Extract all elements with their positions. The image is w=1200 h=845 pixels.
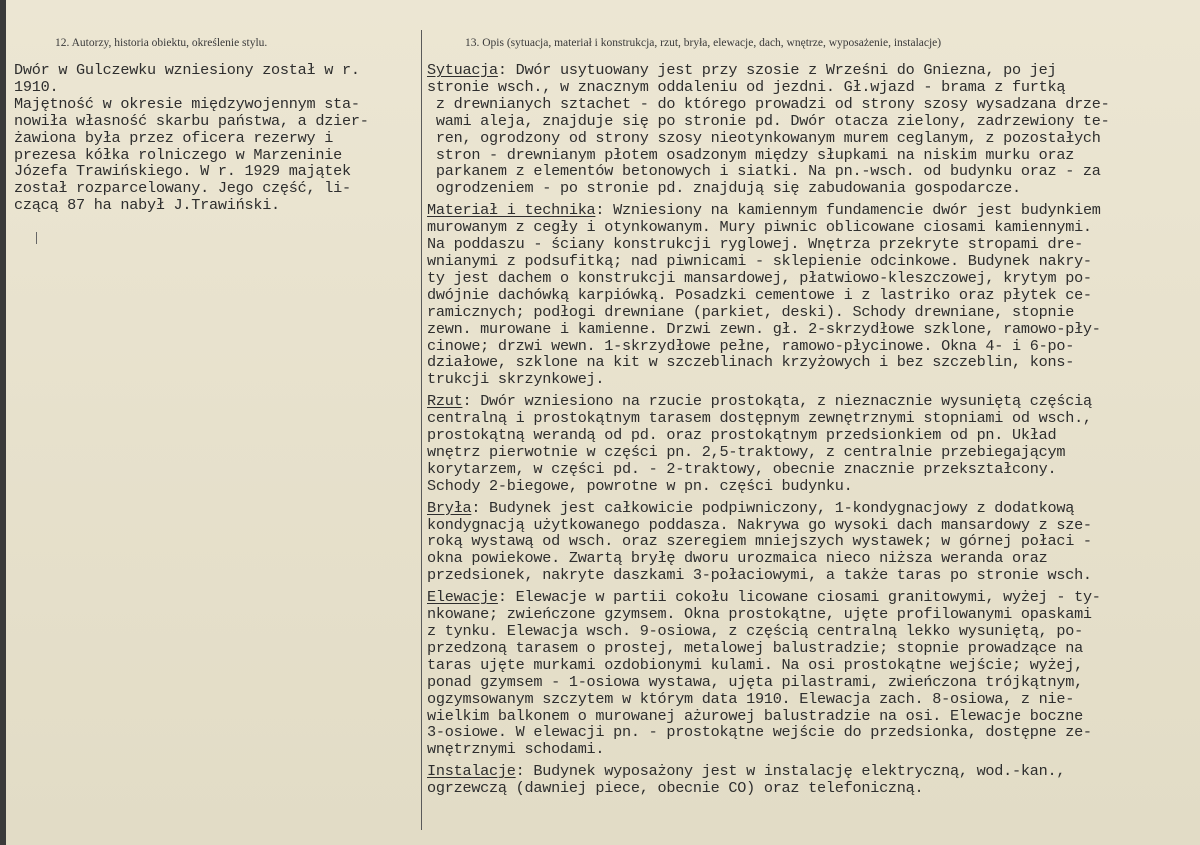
section-rzut — [427, 393, 1197, 494]
section-sytuacja — [427, 62, 1197, 197]
pencil-mark — [36, 232, 37, 244]
section-heading: Rzut — [427, 392, 463, 411]
section-line: stronie wsch., w znacznym oddaleniu od jezdni. Gł.wjazd - brama z furtką — [427, 77, 1066, 96]
section-line: wnętrznymi schodami. — [427, 740, 605, 759]
section-first-line: Bryła: Budynek jest całkowicie podpiwniczony, 1-kondygnacjowy z dodatkową — [427, 498, 1075, 517]
section-line: okna powiekowe. Zwartą bryłę dworu urozmaica nieco niższa weranda oraz — [427, 549, 1048, 568]
section-line: roką wystawą od wsch. oraz szeregiem mniejszych wystawek; w górnej połaci - — [427, 532, 1092, 551]
section-bryla — [427, 500, 1197, 585]
section-line: Schody 2-biegowe, powrotne w pn. części budynku. — [427, 476, 853, 495]
section-line: zewn. murowane i kamienne. Drzwi zewn. gł. 2-skrzydłowe szklone, ramowo-pły- — [427, 319, 1101, 338]
section-first-line: Instalacje: Budynek wyposażony jest w instalację elektryczną, wod.-kan., — [427, 762, 1066, 781]
section-line: wami aleja, znajduje się po stronie pd. Dwór otacza zielony, zadrzewiony te- — [427, 111, 1110, 130]
section-line: przedsionek, nakryte daszkami 3-połaciowymi, a także taras po stronie wsch. — [427, 566, 1092, 585]
section-line: dwójnie dachówką karpiówką. Posadzki cementowe i z lastriko oraz płytek ce- — [427, 285, 1092, 304]
section-line: ogrodzeniem - po stronie pd. znajdują się zabudowania gospodarcze. — [427, 179, 1021, 198]
section-material — [427, 202, 1197, 388]
section-instalacje — [427, 763, 1197, 797]
section-line: ogrzewczą (dawniej piece, obecnie CO) oraz telefoniczną. — [427, 779, 924, 798]
history-line: Józefa Trawińskiego. W r. 1929 majątek — [14, 162, 351, 181]
section-line: ramicznych; podłogi drewniane (parkiet, deski). Schody drewniane, stopnie — [427, 302, 1075, 321]
history-line: czącą 87 ha nabył J.Trawiński. — [14, 196, 280, 215]
section-line: kondygnacją użytkowanego poddasza. Nakrywa go wysoki dach mansardowy z sze- — [427, 515, 1092, 534]
history-line: nowiła własność skarbu państwa, a dzier- — [14, 111, 369, 130]
section-line: ponad gzymsem - 1-osiowa wystawa, ujęta pilastrami, zwieńczona trójkątnym, — [427, 672, 1083, 691]
section-line: działowe, szklone na kit w szczeblinach krzyżowych i bez szczeblin, kons- — [427, 353, 1075, 372]
section-first-line: Elewacje: Elewacje w partii cokołu licowane ciosami granitowymi, wyżej - ty- — [427, 588, 1101, 607]
description-text — [427, 62, 1197, 802]
section-line: ogzymsowanym szczytem w którym data 1910. Elewacja zach. 8-osiowa, z nie- — [427, 689, 1075, 708]
section-first-line: Sytuacja: Dwór usytuowany jest przy szosie z Wrześni do Gniezna, po jej — [427, 61, 1057, 79]
section-line: korytarzem, w części pd. - 2-traktowy, obecnie znacznie przekształcony. — [427, 459, 1057, 478]
section-heading: Sytuacja — [427, 61, 498, 79]
column-divider — [421, 30, 422, 830]
history-line: żawiona była przez oficera rezerwy i — [14, 128, 334, 147]
history-text — [14, 62, 414, 214]
section-heading: Instalacje — [427, 762, 516, 781]
history-line: Majętność w okresie międzywojennym sta- — [14, 94, 360, 113]
section-line: 3-osiowe. W elewacji pn. - prostokątne wejście do przedsionka, dostępne ze- — [427, 723, 1092, 742]
section-first-line: Rzut: Dwór wzniesiono na rzucie prostokąta, z nieznacznie wysuniętą częścią — [427, 392, 1092, 411]
section-first-line: Materiał i technika: Wzniesiony na kamiennym fundamencie dwór jest budynkiem — [427, 201, 1101, 220]
section-line: centralną i prostokątnym tarasem dostępnym zewnętrznymi stopniami od wsch., — [427, 409, 1092, 428]
history-line: 1910. — [14, 77, 59, 96]
section-line: wnętrz pierwotnie w części pn. 2,5-traktowy, z centralnie przebiegającym — [427, 442, 1066, 461]
history-line: prezesa kółka rolniczego w Marzeninie — [14, 145, 342, 164]
section-line: wielkim balkonem o murowanej ażurowej balustradzie na osi. Elewacje boczne — [427, 706, 1083, 725]
section-line: Na poddaszu - ściany konstrukcji ryglowej. Wnętrza przekryte stropami dre- — [427, 235, 1083, 254]
section-line: wnianymi z podsufitką; nad piwnicami - sklepienie odcinkowe. Budynek nakry- — [427, 251, 1092, 270]
section-line: taras ujęte murkami ozdobionymi kulami. Na osi prostokątne wejście; wyżej, — [427, 655, 1083, 674]
section-line: z drewnianych sztachet - do którego prowadzi od strony szosy wysadzana drze- — [427, 94, 1110, 113]
section-line: parkanem z elementów betonowych i siatki. Na pn.-wsch. od budynku oraz - za — [427, 162, 1101, 181]
left-column-header: 12. Autorzy, historia obiektu, określenie stylu. — [55, 37, 268, 49]
section-elewacje — [427, 589, 1197, 758]
section-line: ren, ogrodzony od strony szosy nieotynkowanym murem ceglanym, z pozostałych — [427, 128, 1101, 147]
page-edge-shadow — [0, 0, 6, 845]
history-line: Dwór w Gulczewku wzniesiony został w r. — [14, 61, 360, 79]
section-line: nkowane; zwieńczone gzymsem. Okna prostokątne, ujęte profilowanymi opaskami — [427, 605, 1092, 624]
right-column-header: 13. Opis (sytuacja, materiał i konstrukcja, rzut, bryła, elewacje, dach, wnętrze, wyposażenie, instalacje) — [465, 37, 942, 49]
section-heading: Materiał i technika — [427, 201, 596, 220]
section-heading: Bryła — [427, 498, 472, 517]
section-line: murowanym z cegły i otynkowanym. Mury piwnic oblicowane ciosami kamiennymi. — [427, 218, 1092, 237]
history-line: został rozparcelowany. Jego część, li- — [14, 179, 351, 198]
section-heading: Elewacje — [427, 588, 498, 607]
section-line: cinowe; drzwi wewn. 1-skrzydłowe pełne, ramowo-płycinowe. Okna 4- i 6-po- — [427, 336, 1075, 355]
section-line: przedzoną tarasem o prostej, metalowej balustradzie; stopnie prowadzące na — [427, 638, 1083, 657]
section-line: z tynku. Elewacja wsch. 9-osiowa, z częścią centralną lekko wysuniętą, po- — [427, 622, 1083, 640]
section-line: ty jest dachem o konstrukcji mansardowej, płatwiowo-kleszczowej, krytym po- — [427, 268, 1092, 287]
section-line: stron - drewnianym płotem osadzonym między słupkami na niskim murku oraz — [427, 145, 1075, 164]
section-line: prostokątną werandą od pd. oraz prostokątnym przedsionkiem od pn. Układ — [427, 426, 1057, 445]
section-line: trukcji skrzynkowej. — [427, 370, 605, 389]
